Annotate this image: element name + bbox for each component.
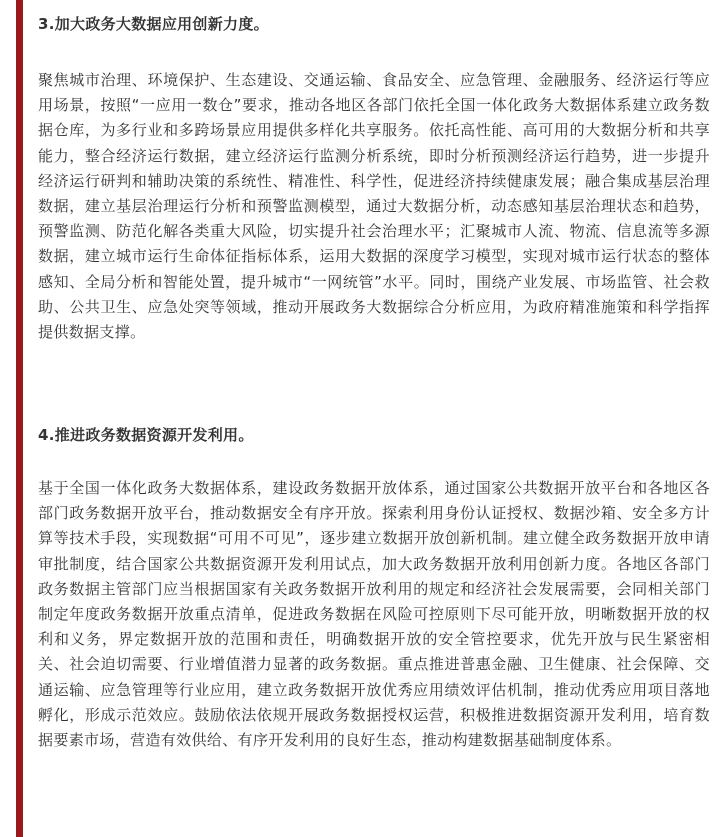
left-accent-bar — [16, 0, 23, 837]
section-3-heading: 3.加大政务大数据应用创新力度。 — [38, 15, 269, 33]
section-4-paragraph: 基于全国一体化政务大数据体系，建设政务数据开放体系，通过国家公共数据开放平台和各地区各部门政务数据开放平台，推动数据安全有序开放。探索利用身份认证授权、数据沙箱、安全多方计算等技术手段，实现数据“可用不可见”，逐步建立数据开放创新机制。建立健全政务数据开放申请审批制度，结合国家公共数据资源开发利用试点，加大政务数据开放利用创新力度。各地区各部门政务数据主管部门应当根据国家有关政务数据开放利用的规定和经济社会发展需要，会同相关部门制定年度政务数据开放重点清单，促进政务数据在风险可控原则下尽可能开放，明晰数据开放的权利和义务，界定数据开放的范围和责任，明确数据开放的安全管控要求，优先开放与民生紧密相关、社会迫切需要、行业增值潜力显著的政务数据。重点推进普惠金融、卫生健康、社会保障、交通运输、应急管理等行业应用，建立政务数据开放优秀应用绩效评估机制，推动优秀应用项目落地孵化，形成示范效应。鼓励依法依规开展政务数据授权运营，积极推进数据资源开发利用，培育数据要素市场，营造有效供给、有序开发利用的良好生态，推动构建数据基础制度体系。 — [38, 479, 710, 750]
section-4-heading: 4.推进政务数据资源开发利用。 — [38, 426, 254, 444]
section-3-paragraph: 聚焦城市治理、环境保护、生态建设、交通运输、食品安全、应急管理、金融服务、经济运行等应用场景，按照“一应用一数仓”要求，推动各地区各部门依托全国一体化政务大数据体系建立政务数据仓库，为多行业和多跨场景应用提供多样化共享服务。依托高性能、高可用的大数据分析和共享能力，整合经济运行数据，建立经济运行监测分析系统，即时分析预测经济运行趋势，进一步提升经济运行研判和辅助决策的系统性、精准性、科学性，促进经济持续健康发展；融合集成基层治理数据，建立基层治理运行分析和预警监测模型，通过大数据分析，动态感知基层治理状态和趋势，预警监测、防范化解各类重大风险，切实提升社会治理水平；汇聚城市人流、物流、信息流等多源数据，建立城市运行生命体征指标体系，运用大数据的深度学习模型，实现对城市运行状态的整体感知、全局分析和智能处置，提升城市“一网统管”水平。同时，围绕产业发展、市场监管、社会救助、公共卫生、应急处突等领域，推动开展政务大数据综合分析应用，为政府精准施策和科学指挥提供数据支撑。 — [38, 71, 710, 342]
